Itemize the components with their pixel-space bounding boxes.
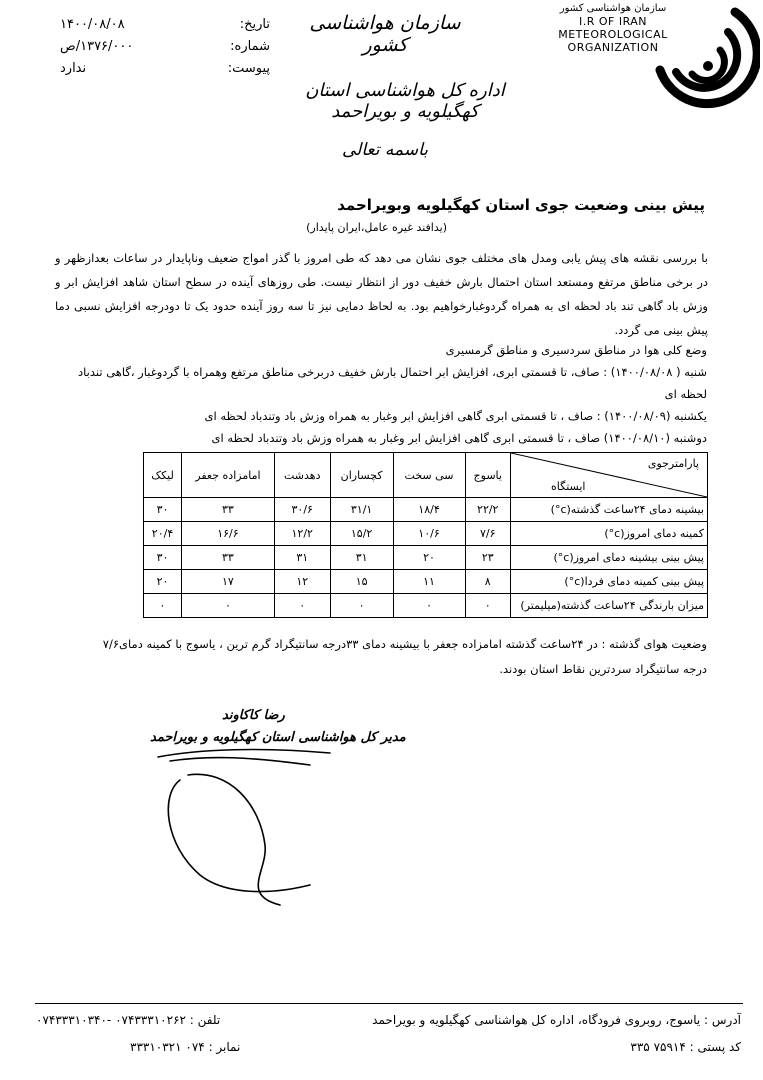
table-row <box>144 594 708 618</box>
value-cell: ۲۰/۴ <box>144 522 182 546</box>
param-cell: کمینه دمای امروز(c°) <box>511 522 708 546</box>
footer-fax <box>130 1040 240 1054</box>
value-cell: ۰ <box>465 594 511 618</box>
value-cell: ۱۲ <box>274 570 330 594</box>
number-row <box>60 36 270 58</box>
value-cell: ۲۰ <box>144 570 182 594</box>
document-title: پیش بینی وضعیت جوی استان کهگیلویه وبویراحمد <box>337 196 705 214</box>
value-cell: ۱۵ <box>330 570 393 594</box>
value-cell: ۰ <box>144 594 182 618</box>
signatory-position: مدیر کل هواشناسی استان کهگیلویه و بویراحمد <box>150 730 406 745</box>
logo-org-en-2: METEOROLOGICAL <box>558 28 668 41</box>
value-cell: ۸ <box>465 570 511 594</box>
table-header-row <box>144 453 708 498</box>
value-cell: ۳۳ <box>182 498 275 522</box>
general-heading: وضع کلی هوا در مناطق سردسیری و مناطق گرمسیری <box>445 343 707 357</box>
station-header-cell: امامزاده جعفر <box>182 453 275 498</box>
address-value: یاسوج، روبروی فرودگاه، اداره کل هواشناسی کهگیلویه و بویراحمد <box>372 1013 701 1027</box>
handwritten-signature-icon <box>140 735 340 915</box>
header-line-2: اداره کل هواشناسی استان کهگیلویه و بویراحمد <box>305 80 505 122</box>
value-cell: ۱۸/۴ <box>393 498 465 522</box>
value-cell: ۳۳ <box>182 546 275 570</box>
attachment-label: پیوست: <box>227 61 270 76</box>
value-cell: ۳۰ <box>144 546 182 570</box>
past-weather-line-1: وضعیت هوای گذشته : در ۲۴ساعت گذشته امامزاده جعفر با بیشینه دمای ۳۳درجه سانتیگراد گرم ترین ، یاسوج با کمینه دمای۷/۶ <box>102 637 707 651</box>
logo-org-fa: سازمان هواشناسی کشور <box>559 3 667 14</box>
param-header: پارامترجوی <box>647 457 699 470</box>
station-header: ایستگاه <box>551 480 586 493</box>
document-subtitle: (یدافند غیره عامل،ایران پایدار) <box>306 221 447 234</box>
address-label: آدرس : <box>704 1013 741 1027</box>
value-cell: ۲۰ <box>393 546 465 570</box>
param-station-header <box>511 453 708 498</box>
signatory-name: رضا کاکاوند <box>222 708 285 723</box>
value-cell: ۳۱/۱ <box>330 498 393 522</box>
forecast-saturday-cont: لحظه ای <box>664 387 707 401</box>
past-weather-line-2: درجه سانتیگراد سردترین نقاط استان بودند. <box>499 662 707 676</box>
value-cell: ۰ <box>393 594 465 618</box>
date-row <box>60 14 270 36</box>
attachment-value: ندارد <box>60 61 87 76</box>
value-cell: ۲۲/۲ <box>465 498 511 522</box>
param-cell: میزان بارندگی ۲۴ساعت گذشته(میلیمتر) <box>511 594 708 618</box>
value-cell: ۷/۶ <box>465 522 511 546</box>
forecast-saturday: شنبه ( ۱۴۰۰/۰۸/۰۸) : صاف، تا قسمتی ابری، افزایش ابر احتمال بارش خفیف دربرخی مناطق مرتفع وهمراه با گردوغبار ،گاهی تندباد <box>78 365 707 379</box>
number-value: ۱۳۷۶/۰۰۰/ص <box>60 39 134 54</box>
value-cell: ۰ <box>274 594 330 618</box>
meta-block <box>60 14 270 80</box>
footer-address <box>372 1013 741 1027</box>
table-row <box>144 498 708 522</box>
postal-label: کد پستی : <box>689 1040 741 1054</box>
value-cell: ۱۷ <box>182 570 275 594</box>
station-header-cell: سی سخت <box>393 453 465 498</box>
value-cell: ۳۰ <box>144 498 182 522</box>
station-header-cell: کچساران <box>330 453 393 498</box>
phone-value: ۰۷۴۳۳۳۱۰۲۶۲ -۰۷۴۳۳۳۱۰۳۴۰ <box>36 1013 186 1027</box>
forecast-paragraph: با بررسی نقشه های پیش یابی ومدل های مختلف جوی نشان می دهد که طی امروز با گذر امواج ضعیف وناپایدار در ساعات بعدازظهر و در برخی مناطق مرتفع ومستعد استان احتمال بارش خفیف دور از انتظار نیست. طی روزهای آینده در سطح استان شاهد افزایش ابر و وزش باد گاهی تند باد لحظه ای به همراه گردوغبارخواهیم بود. به لحاظ دمایی نیز تا سه روز آینده حدود یک تا دودرجه افزایش نسبی دما پیش بینی می گردد. <box>55 251 708 337</box>
param-cell: پیش بینی بیشینه دمای امروز(c°) <box>511 546 708 570</box>
value-cell: ۲۳ <box>465 546 511 570</box>
header-line-1: سازمان هواشناسی کشور <box>309 12 461 56</box>
logo-org-en-3: ORGANIZATION <box>567 41 659 54</box>
postal-value: ۷۵۹۱۴ ۳۳۵ <box>630 1040 686 1054</box>
table-row <box>144 522 708 546</box>
weather-table <box>143 452 708 618</box>
value-cell: ۱۶/۶ <box>182 522 275 546</box>
phone-label: تلفن : <box>189 1013 221 1027</box>
date-value: ۱۴۰۰/۰۸/۰۸ <box>60 17 125 32</box>
station-header-cell: لیکک <box>144 453 182 498</box>
header-line-3: باسمه تعالی <box>342 140 428 160</box>
attachment-row <box>60 58 270 80</box>
fax-label: نمابر : <box>208 1040 241 1054</box>
station-header-cell: یاسوج <box>465 453 511 498</box>
value-cell: ۳۰/۶ <box>274 498 330 522</box>
footer-postal <box>630 1040 741 1054</box>
footer-phone <box>36 1013 220 1027</box>
value-cell: ۱۵/۲ <box>330 522 393 546</box>
value-cell: ۰ <box>182 594 275 618</box>
forecast-sunday: یکشنبه (۱۴۰۰/۰۸/۰۹) : صاف ، تا قسمتی ابری گاهی افزایش ابر وغبار به همراه وزش باد وتندباد لحظه ای <box>204 409 707 423</box>
table-row <box>144 570 708 594</box>
value-cell: ۱۱ <box>393 570 465 594</box>
station-header-cell: دهدشت <box>274 453 330 498</box>
date-label: تاریخ: <box>239 17 270 32</box>
forecast-monday: دوشنبه (۱۴۰۰/۰۸/۱۰) صاف ، تا قسمتی ابری گاهی افزایش ابر وغبار به همراه وزش باد وتندباد لحظه ای <box>211 431 707 445</box>
table-row <box>144 546 708 570</box>
fax-value: ۰۷۴ ۳۳۳۱۰۳۲۱ <box>130 1040 205 1054</box>
logo-org-en-1: I.R OF IRAN <box>578 15 648 28</box>
number-label: شماره: <box>230 39 270 54</box>
value-cell: ۱۲/۲ <box>274 522 330 546</box>
value-cell: ۳۱ <box>274 546 330 570</box>
param-cell: پیش بینی کمینه دمای فردا(c°) <box>511 570 708 594</box>
value-cell: ۳۱ <box>330 546 393 570</box>
footer-divider <box>35 1003 743 1004</box>
param-cell: بیشینه دمای ۲۴ساعت گذشته(c°) <box>511 498 708 522</box>
value-cell: ۱۰/۶ <box>393 522 465 546</box>
organization-logo-icon <box>640 0 760 125</box>
value-cell: ۰ <box>330 594 393 618</box>
